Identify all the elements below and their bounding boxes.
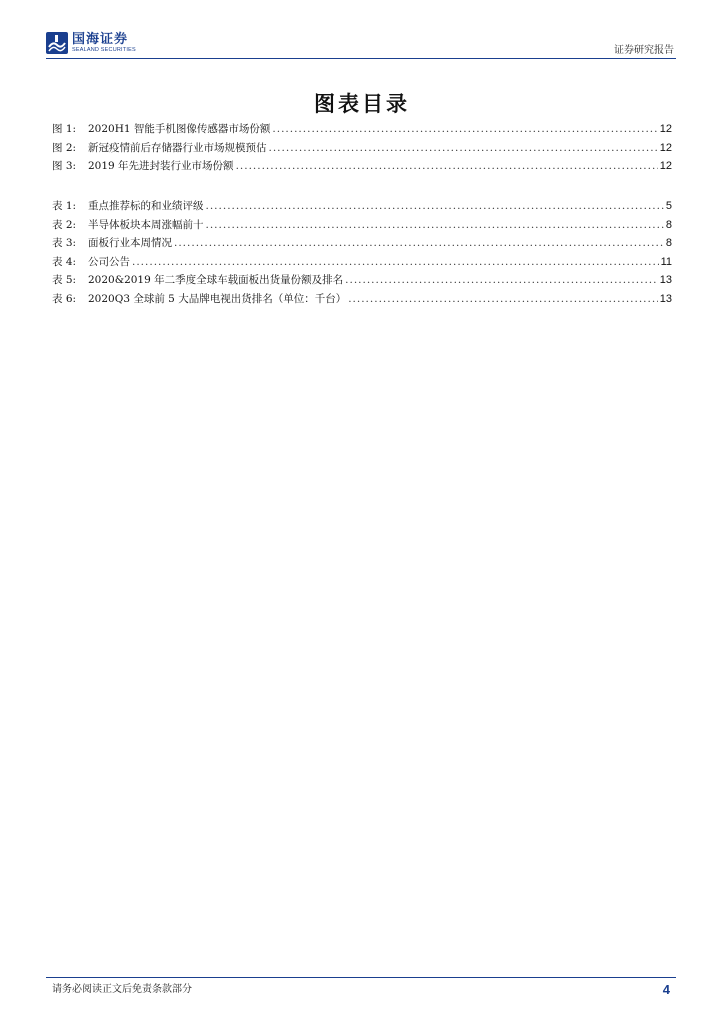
footer-disclaimer: 请务必阅读正文后免责条款部分 [52,984,192,995]
dot-leader [132,253,659,272]
entry-label: 表 4: [52,255,77,268]
toc-entry-table-2[interactable] [52,216,672,235]
entry-label: 表 6: [52,292,77,305]
toc-entry-table-1[interactable] [52,197,672,216]
entry-label: 表 2: [52,218,77,231]
toc-title: 图表目录 [314,92,410,116]
footer-divider [46,977,676,978]
dot-leader [269,139,658,158]
entry-page: 13 [659,292,672,305]
figure-list [52,120,672,176]
entry-text: 面板行业本周情况 [88,237,172,249]
entry-label: 表 5: [52,274,77,286]
toc-entry-table-3[interactable] [52,234,672,253]
dot-leader [236,157,658,176]
company-logo [46,30,136,56]
toc-entry-table-4[interactable] [52,253,672,272]
dot-leader [174,234,664,253]
dot-leader [348,290,658,309]
report-type-label: 证券研究报告 [614,45,674,56]
entry-page: 8 [665,237,672,249]
entry-page: 5 [665,200,672,212]
logo-chinese-name: 国海证券 [72,31,129,47]
page-header [46,30,676,58]
entry-text: 重点推荐标的和业绩评级 [88,200,204,212]
entry-label: 图 1: [52,123,77,135]
sealand-logo-icon [46,32,68,54]
logo-english-name: SEALAND SECURITIES [72,46,136,53]
header-divider [46,58,676,59]
entry-label: 表 1: [52,200,77,212]
dot-leader [206,216,664,235]
entry-label: 表 3: [52,237,77,249]
entry-text: 2020H1 智能手机图像传感器市场份额 [88,123,271,135]
entry-text: 2020Q3 全球前 5 大品牌电视出货排名（单位：千台） [88,292,347,305]
entry-text: 2020&2019 年二季度全球车载面板出货量份额及排名 [88,274,344,286]
table-list [52,197,672,308]
entry-label: 图 3: [52,160,77,172]
entry-text: 公司公告 [88,255,130,268]
page-number: 4 [662,982,670,997]
entry-page: 12 [659,160,672,172]
entry-text: 新冠疫情前后存储器行业市场规模预估 [88,141,267,154]
dot-leader [206,197,664,216]
entry-page: 12 [659,141,672,154]
toc-entry-figure-3[interactable] [52,157,672,176]
toc-entry-figure-2[interactable] [52,139,672,158]
entry-label: 图 2: [52,141,77,154]
toc-entry-table-5[interactable] [52,271,672,290]
entry-page: 8 [665,218,672,231]
entry-text: 2019 年先进封装行业市场份额 [88,160,234,172]
dot-leader [345,271,658,290]
entry-page: 13 [659,274,672,286]
entry-text: 半导体板块本周涨幅前十 [88,218,204,231]
toc-entry-table-6[interactable] [52,290,672,309]
entry-page: 11 [660,255,672,268]
entry-page: 12 [659,123,672,135]
toc-entry-figure-1[interactable] [52,120,672,139]
dot-leader [272,120,657,139]
